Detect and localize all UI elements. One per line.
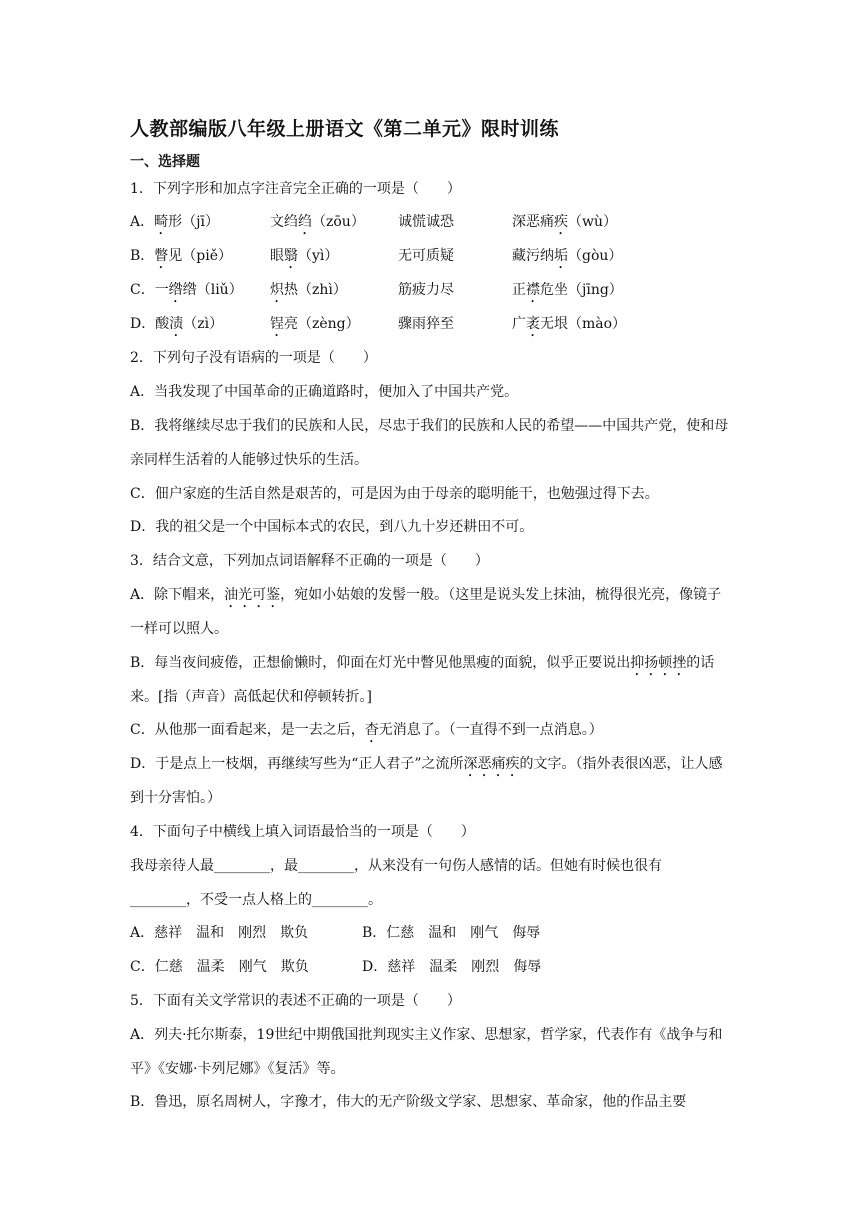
q1-option-d-item: 广袤无垠（mào）	[512, 316, 627, 332]
q1-option-b-item: 无可质疑	[398, 248, 454, 264]
q1-option-c-item: 正襟危坐（jīng）	[512, 282, 623, 298]
q1-option-a-item: 深恶痛疾（wù）	[512, 214, 617, 230]
q1-option-a-item: 诚慌诚恐	[398, 214, 454, 230]
q2-option-b: B．我将继续尽忠于我们的民族和人民，尽忠于我们的民族和人民的希望——中国共产党，使和母亲同样生活着的人能够过快乐的生活。	[130, 418, 729, 468]
q1-option-c-item: C．一绺绺（liǔ）	[130, 282, 243, 298]
q1-option-d-item: 骤雨猝至	[398, 316, 454, 332]
q1-option-b-item: B．瞥见（piě）	[130, 248, 233, 264]
q1-option-a-item: 文绉绉（zōu）	[270, 214, 365, 230]
q1-stem: 1．下列字形和加点字注音完全正确的一项是（ ）	[130, 181, 461, 197]
q5-stem: 5．下面有关文学常识的表述不正确的一项是（ ）	[130, 993, 461, 1009]
q3-option-c: C．从他那一面看起来，是一去之后，杳无消息了。（一直得不到一点消息。）	[130, 722, 603, 738]
q1-option-d-item: D．酸渍（zì）	[130, 316, 224, 332]
q1-option-a-item: A．畸形（jī）	[130, 214, 219, 230]
q1-option-c-item: 炽热（zhì）	[270, 282, 347, 298]
q3-option-b: B．每当夜间疲倦，正想偷懒时，仰面在灯光中瞥见他黑瘦的面貌，似乎正要说出抑扬顿挫的话来。[指（声音）高低起伏和停顿转折。]	[130, 655, 715, 705]
q1-option-d-item: 锃亮（zèng）	[270, 316, 360, 332]
q4-option-c: C．仁慈 温柔 刚气 欺负	[130, 959, 309, 975]
q5-option-b: B．鲁迅，原名周树人，字豫才，伟大的无产阶级文学家、思想家、革命家，他的作品主要	[130, 1094, 687, 1110]
q3-stem: 3．结合文意，下列加点词语解释不正确的一项是（ ）	[130, 553, 489, 569]
q1-option-c-item: 筋疲力尽	[398, 282, 454, 298]
document-title: 人教部编版八年级上册语文《第二单元》限时训练	[130, 118, 560, 140]
q5-option-a: A．列夫·托尔斯泰，19世纪中期俄国批判现实主义作家、思想家，哲学家，代表作有《战争与和平》《安娜·卡列尼娜》《复活》等。	[130, 1027, 723, 1077]
q4-text: 我母亲待人最________，最________，从来没有一句伤人感情的话。但她有时候也很有________，不受一点人格上的________。	[130, 858, 662, 908]
section-heading: 一、选择题	[130, 154, 200, 170]
q4-option-a: A．慈祥 温和 刚烈 欺负	[130, 925, 309, 941]
q2-stem: 2．下列句子没有语病的一项是（ ）	[130, 350, 377, 366]
q3-option-a: A．除下帽来，油光可鉴，宛如小姑娘的发髻一般。（这里是说头发上抹油，梳得很光亮，像镜子一样可以照人。	[130, 587, 722, 637]
q2-option-c: C．佃户家庭的生活自然是艰苦的，可是因为由于母亲的聪明能干，也勉强过得下去。	[130, 486, 659, 502]
q4-stem: 4．下面句子中横线上填入词语最恰当的一项是（ ）	[130, 824, 475, 840]
q2-option-d: D．我的祖父是一个中国标本式的农民，到八九十岁还耕田不可。	[130, 519, 534, 535]
q1-option-b-item: 眼翳（yì）	[270, 248, 339, 264]
q3-option-d: D．于是点上一枝烟，再继续写些为“正人君子”之流所深恶痛疾的文字。（指外表很凶恶，让人感到十分害怕。）	[130, 756, 723, 806]
q4-option-b: B．仁慈 温和 刚气 侮辱	[362, 925, 541, 941]
q4-option-d: D．慈祥 温柔 刚烈 侮辱	[362, 959, 542, 975]
q2-option-a: A．当我发现了中国革命的正确道路时，便加入了中国共产党。	[130, 384, 519, 400]
q1-option-b-item: 藏污纳垢（gòu）	[512, 248, 623, 264]
